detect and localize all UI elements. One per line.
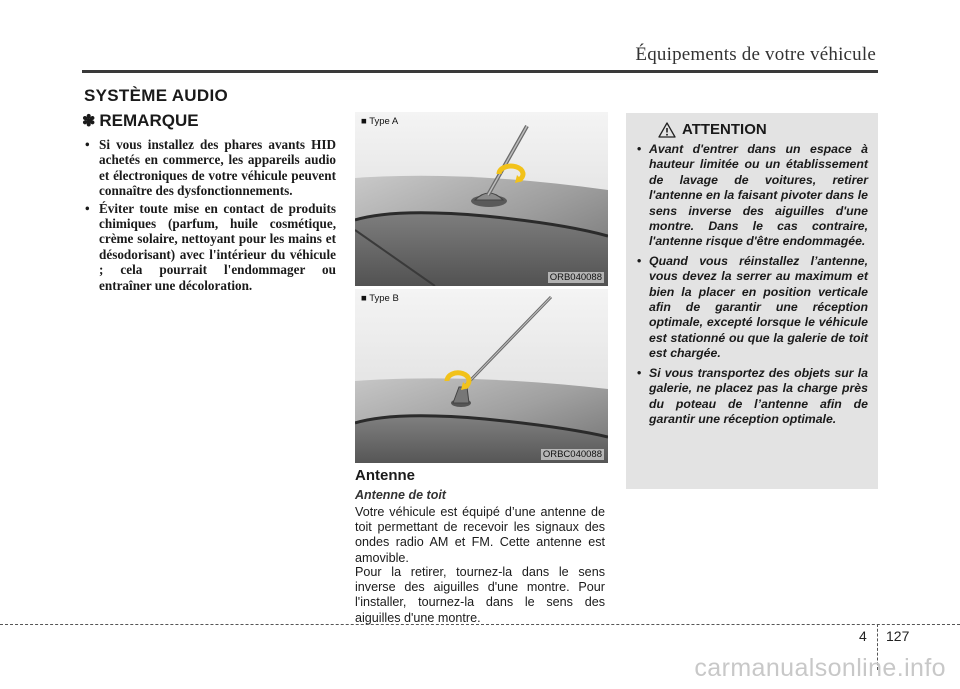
attention-item-roof-rack: • Si vous transportez des objets sur la galerie, ne placez pas la charge près du poteau de l’antenne afin de garantir une réception optimale.: [636, 366, 868, 428]
footer-dashed-rule: [0, 624, 960, 625]
watermark: carmanualsonline.info: [694, 654, 946, 682]
antenna-subheading: Antenne de toit: [355, 488, 446, 502]
page-number: 127: [886, 628, 910, 644]
type-a-code: ORB040088: [549, 272, 602, 283]
attention-item-reinstall: • Quand vous réinstallez l’antenne, vous devez la serrer au maximum et bien la placer en position verticale afin de garantir une réception optimale, excepté lorsque le véhicule est stationné ou que la galerie de toit est chargée.: [636, 254, 868, 362]
antenna-paragraph-1: Votre véhicule est équipé d’une antenne de toit permettant de recevoir les signaux des ondes radio AM et FM. Cette antenne est amovible.: [355, 505, 605, 565]
remark-section: [82, 111, 336, 295]
chapter-heading: SYSTÈME AUDIO: [84, 86, 229, 105]
antenna-paragraph-2: Pour la retirer, tournez-la dans le sens inverse des aiguilles d'une montre. Pour l'installer, tournez-la dans le sens des aiguilles d'une montre.: [355, 565, 605, 625]
asterisk-icon: ✽: [82, 113, 96, 130]
warning-triangle-icon: [658, 122, 676, 138]
section-title: Équipements de votre véhicule: [635, 44, 876, 65]
remark-heading: [82, 111, 336, 131]
roof-antenna-b-illustration: [355, 289, 608, 463]
type-b-label: ■ Type B: [361, 293, 399, 304]
antenna-photo-type-b: [355, 289, 608, 463]
type-a-label: ■ Type A: [361, 116, 399, 127]
remark-item-hid: • Si vous installez des phares avants HID achetés en commerce, les appareils audio et électroniques de votre véhicule peuvent connaître des dysfonctionnements.: [82, 137, 336, 199]
header-rule: [82, 70, 878, 73]
type-b-code: ORBC040088: [542, 449, 602, 460]
antenna-heading: Antenne: [355, 467, 415, 484]
attention-title: ATTENTION: [682, 121, 767, 138]
attention-box: [626, 113, 878, 489]
remark-item-chemicals: • Éviter toute mise en contact de produits chimiques (parfum, huile cosmétique, crème solaire, nettoyant pour les mains et désodorisant) avec l'intérieur du véhicule ; cela pourrait l'endommager ou entraîner une décoloration.: [82, 201, 336, 293]
chapter-number: 4: [859, 628, 867, 644]
remark-title: REMARQUE: [99, 111, 199, 130]
attention-heading: [658, 121, 868, 138]
roof-antenna-a-illustration: [355, 112, 608, 286]
antenna-photo-type-a: [355, 112, 608, 286]
attention-item-car-wash: • Avant d'entrer dans un espace à hauteur limitée ou un établissement de lavage de voitures, retirer l'antenne en la faisant pivoter dans le sens inverse des aiguilles d'une montre. Dans le cas contraire, l'antenne risque d'être endommagée.: [636, 142, 868, 250]
remark-list: [82, 137, 336, 293]
attention-list: [636, 142, 868, 427]
